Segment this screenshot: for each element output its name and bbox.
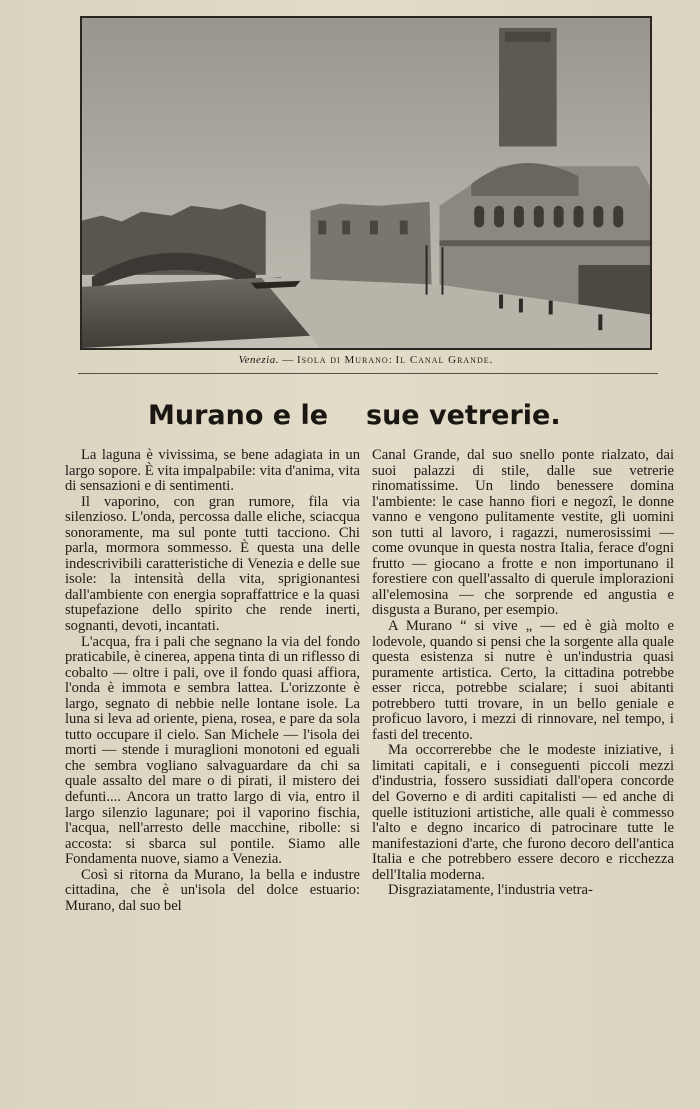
paragraph: A Murano “ si vive „ — ed è già molto e lodevole, quando si pensi che la sorgente alla quale questa esistenza si nutre è un'industria quasi puramente artistica. Certo, la cittadina potrebbe esser ricca, potrebbe scialare; i suoi abitanti potrebbero tutti trovare, in un bello geniale e proficuo lavoro, i mezzi di rinnovare, nel tempo, i fasti del trecento. xyxy=(372,618,674,743)
left-text-column xyxy=(65,448,360,914)
caption-dash: — xyxy=(282,354,294,366)
article-title-part2: sue vetrerie. xyxy=(366,400,561,431)
paragraph-continued: Canal Grande, dal suo snello ponte rialzato, dai suoi palazzi di stile, dalle sue vetrerie rinomatissime. Un lindo benessere domina l'ambiente: le case hanno fiori e negozî, le donne vanno e vengono pulitamente vestite, gli uomini son tutti al lavoro, i ragazzi, numerosissimi — come ovunque in questa nostra Italia, ferace d'ogni frutto — giocano a frotte e non importunano il forestiere con quell'assalto di querule implorazioni all'elemosina — che sorprende ed angustia e disgusta a Burano, per esempio. xyxy=(372,447,674,619)
caption-island: Isola di Murano xyxy=(296,354,389,366)
caption-separator: : xyxy=(388,354,393,366)
article-title-part1: Murano e le xyxy=(148,400,329,431)
photo-caption xyxy=(80,354,652,366)
paragraph: L'acqua, fra i pali che segnano la via del fondo praticabile, è cinerea, appena tinta di un riflesso di cobalto — oltre i pali, ove il fondo quasi affiora, l'onda è immota e sembra lattea. L'orizzonte è largo, segnato di nebbie nelle lontane isole. La luna si leva ad oriente, piena, rosea, e pare da sola tutto occupare il cielo. San Michele — l'isola dei morti — stende i muraglioni monotoni ed eguali che sembra vogliano salvaguardare da chi sa quale assalto del mare o di pirati, il mistero dei defunti.... Ancora un tratto largo di via, entro il largo silenzio lagunare; poi il vaporino fischia, l'acqua, nell'arresto delle macchine, ribolle: si accosta: si sbarca sul pontile. Siamo alle Fondamenta nuove, siamo a Venezia. xyxy=(65,633,360,868)
paragraph: Disgraziatamente, l'industria vetra- xyxy=(388,882,593,899)
caption-place: Venezia. xyxy=(238,354,279,366)
caption-canal: Il Canal Grande. xyxy=(395,354,494,366)
paragraph: La laguna è vivissima, se bene adagiata in un largo sopore. È vita impalpabile: vita d'anima, vita di sensazioni e di sentimenti. xyxy=(65,447,360,495)
divider-rule xyxy=(78,373,658,374)
photo-illustration xyxy=(82,18,650,348)
photograph-murano-canal xyxy=(80,16,652,350)
paragraph: Il vaporino, con gran rumore, fila via silenzioso. L'onda, percossa dalle eliche, sciacqua sonoramente, ma sul ponte tutti tacciono. Chi parla, mormora sommesso. È questa una delle indescrivibili caratteristiche di Venezia e delle sue isole: la intensità della vita, sprigionantesi dall'ambiente con energia sopraffattrice e la quasi stupefazione dello spirito che rende inerti, sognanti, devoti, incantati. xyxy=(65,493,360,635)
paragraph: Ma occorrerebbe che le modeste iniziative, i limitati capitali, e i conseguenti piccoli mezzi d'industria, fossero sussidiati dall'opera concorde del Governo e di arditi capitalisti — ed anche di quelle istituzioni artistiche, alle quali è commesso l'alto e degno incarico di patrocinare tutte le manifestazioni d'arte, che furono decoro dell'antica Italia e che potrebbero essere decoro e ricchezza dell'Italia moderna. xyxy=(372,742,674,883)
paragraph: Così si ritorna da Murano, la bella e industre cittadina, che è un'isola del dolce estuario: Murano, dal suo bel xyxy=(65,866,360,914)
right-text-column xyxy=(372,448,674,899)
